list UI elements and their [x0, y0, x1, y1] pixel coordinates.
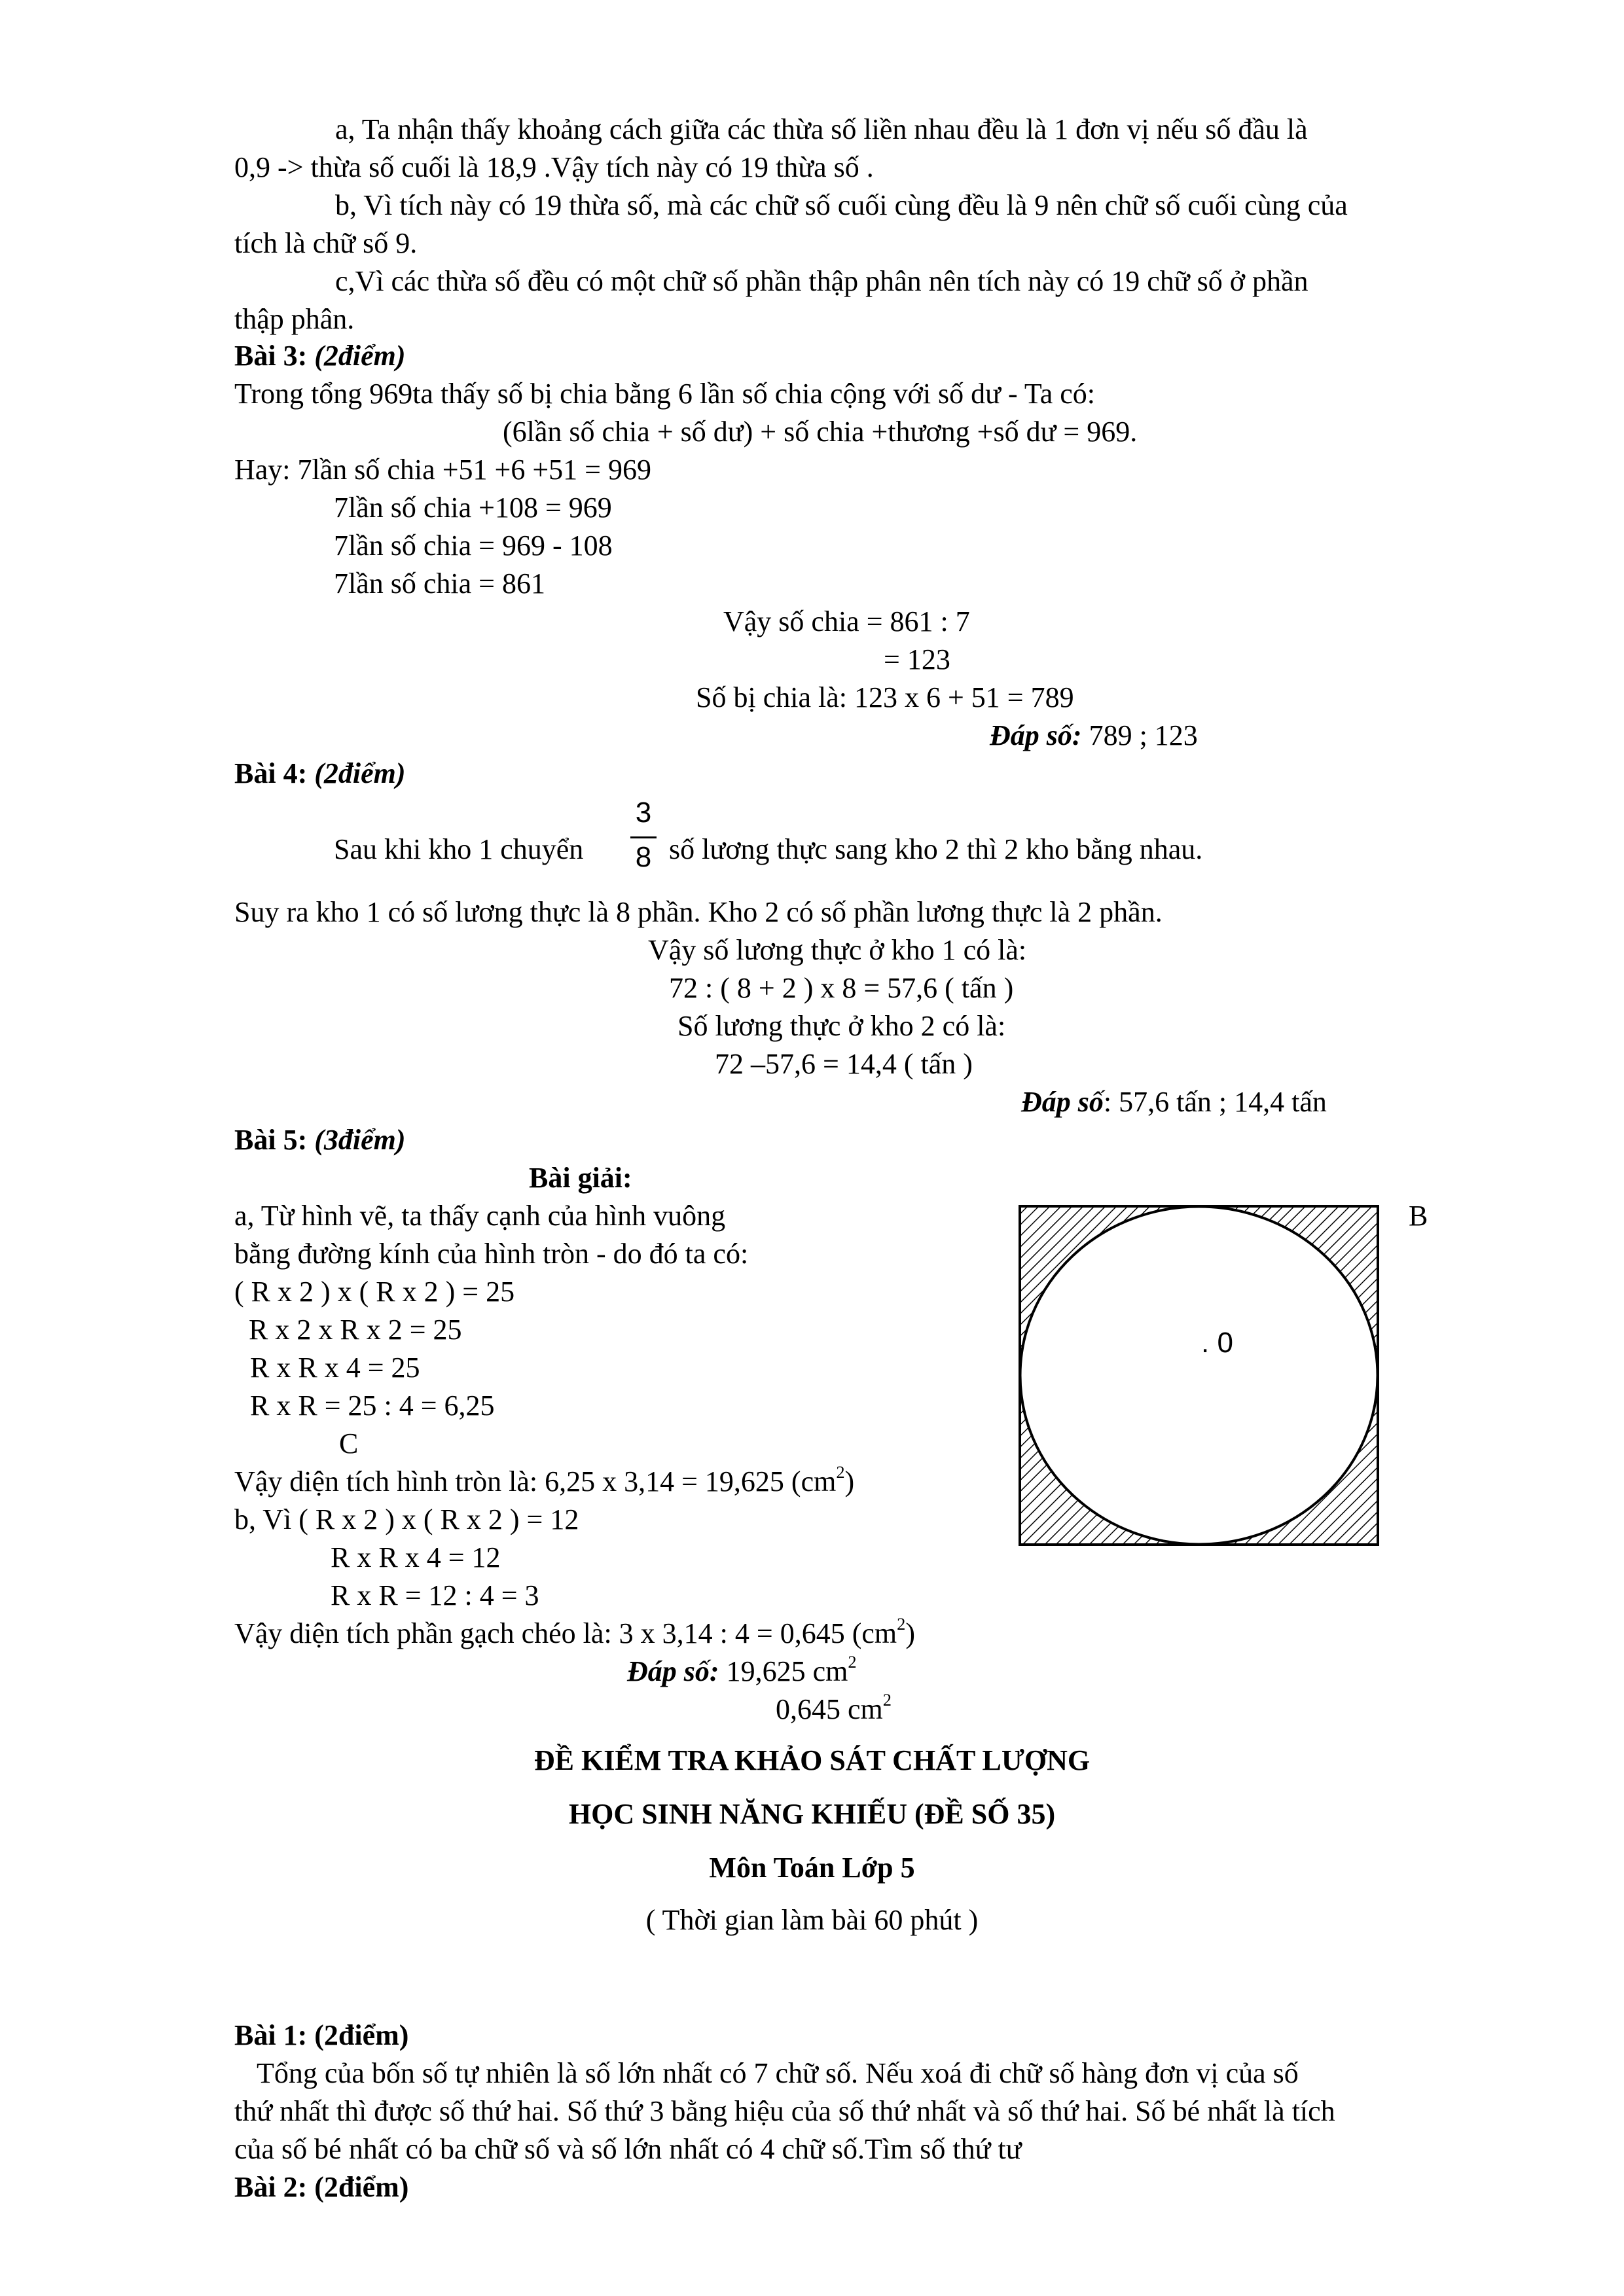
- text-line: R x R = 12 : 4 = 3: [331, 1579, 539, 1611]
- section-heading: [234, 1126, 406, 1155]
- text-line: a, Ta nhận thấy khoảng cách giữa các thừa số liền nhau đều là 1 đơn vị nếu số đầu là: [335, 113, 1308, 145]
- text-line: Vậy số lương thực ở kho 1 có là:: [648, 934, 1027, 966]
- section-title: Bài 3:: [234, 340, 308, 372]
- text-line: R x R x 4 = 25: [250, 1352, 420, 1384]
- section-heading: [234, 342, 406, 370]
- text-segment: ): [905, 1617, 915, 1649]
- text-line: 7lần số chia +108 = 969: [334, 492, 612, 524]
- exam-subject: Môn Toán Lớp 5: [709, 1852, 915, 1884]
- text-line: Hay: 7lần số chia +51 +6 +51 = 969: [234, 454, 651, 486]
- text-line: a, Từ hình vẽ, ta thấy cạnh của hình vuông: [234, 1200, 726, 1232]
- section-heading: Bài 1: (2điểm): [234, 2019, 409, 2051]
- section-points: (2điểm): [314, 757, 406, 789]
- text-line: c,Vì các thừa số đều có một chữ số phần thập phân nên tích này có 19 chữ số ở phần: [335, 265, 1308, 297]
- answer-value: 19,625 cm: [726, 1655, 848, 1687]
- text-line: = 123: [884, 643, 950, 675]
- section-points: (2điểm): [314, 340, 406, 372]
- text-line: tích là chữ số 9.: [234, 227, 418, 259]
- text-line: Suy ra kho 1 có số lương thực là 8 phần. Kho 2 có số phần lương thực là 2 phần.: [234, 896, 1163, 928]
- text-line: R x R x 4 = 12: [331, 1541, 501, 1573]
- text-line: b, Vì tích này có 19 thừa số, mà các chữ số cuối cùng đều là 9 nên chữ số cuối cùng của: [335, 189, 1348, 221]
- text-line: [234, 1462, 855, 1498]
- exam-duration: ( Thời gian làm bài 60 phút ): [645, 1904, 979, 1936]
- text-segment: Vậy diện tích hình tròn là: 6,25 x 3,14 = 19,625 (cm: [234, 1465, 837, 1498]
- text-line: Tổng của bốn số tự nhiên là số lớn nhất có 7 chữ số. Nếu xoá đi chữ số hàng đơn vị của số: [257, 2057, 1299, 2089]
- answer-value: 0,645 cm: [776, 1693, 883, 1725]
- text-line: bằng đường kính của hình tròn - do đó ta có:: [234, 1238, 749, 1270]
- figure-label-center: . 0: [1201, 1327, 1233, 1359]
- text-line: 72 : ( 8 + 2 ) x 8 = 57,6 ( tấn ): [669, 972, 1014, 1004]
- exam-subtitle: HỌC SINH NĂNG KHIẾU (ĐỀ SỐ 35): [568, 1798, 1056, 1830]
- superscript: 2: [897, 1614, 906, 1634]
- inscribed-circle: [1020, 1207, 1378, 1545]
- answer-label: Đáp số:: [627, 1655, 719, 1687]
- fraction-denominator: 8: [635, 841, 652, 873]
- answer-line: [1021, 1088, 1327, 1117]
- text-segment: Vậy diện tích phần gạch chéo là: 3 x 3,14 : 4 = 0,645 (cm: [234, 1617, 897, 1649]
- fraction-numerator: 3: [635, 797, 652, 829]
- text-line: ( R x 2 ) x ( R x 2 ) = 25: [234, 1276, 515, 1308]
- answer-line: [627, 1652, 857, 1687]
- text-line: 7lần số chia = 861: [334, 567, 545, 600]
- answer-value: : 57,6 tấn ; 14,4 tấn: [1103, 1086, 1327, 1118]
- section-heading: [234, 759, 406, 788]
- superscript: 2: [848, 1652, 857, 1672]
- answer-line: [776, 1690, 892, 1725]
- text-line: thứ nhất thì được số thứ hai. Số thứ 3 bằng hiệu của số thứ nhất và số thứ hai. Số bé nhất là tích: [234, 2095, 1335, 2127]
- answer-value: 789 ; 123: [1089, 719, 1198, 751]
- fraction: [627, 797, 660, 873]
- text-line: 72 –57,6 = 14,4 ( tấn ): [715, 1048, 973, 1080]
- exam-title: ĐỀ KIỂM TRA KHẢO SÁT CHẤT LƯỢNG: [533, 1744, 1091, 1776]
- section-title: Bài 5:: [234, 1124, 308, 1156]
- text-line: số lương thực sang kho 2 thì 2 kho bằng nhau.: [669, 833, 1203, 865]
- text-line: 0,9 -> thừa số cuối là 18,9 .Vậy tích này có 19 thừa số .: [234, 151, 874, 183]
- superscript: 2: [882, 1690, 892, 1710]
- figure-label-b: B: [1409, 1200, 1428, 1232]
- text-line: Số lương thực ở kho 2 có là:: [677, 1010, 1006, 1042]
- text-line: [234, 1614, 915, 1649]
- text-line: 7lần số chia = 969 - 108: [334, 529, 613, 562]
- answer-label: Đáp số: [1021, 1086, 1104, 1118]
- section-points: (3điểm): [314, 1124, 406, 1156]
- section-heading: Bài 2: (2điểm): [234, 2171, 409, 2203]
- square-circle-figure: [1018, 1204, 1384, 1551]
- text-line: Trong tổng 969ta thấy số bị chia bằng 6 lần số chia cộng với số dư - Ta có:: [234, 378, 1095, 410]
- fraction-bar: [630, 836, 657, 838]
- text-line: Sau khi kho 1 chuyển: [334, 833, 584, 865]
- text-line: Số bị chia là: 123 x 6 + 51 = 789: [696, 681, 1074, 713]
- answer-label: Đáp số:: [990, 719, 1082, 751]
- text-segment: ): [844, 1465, 855, 1498]
- text-line: thập phân.: [234, 303, 355, 335]
- text-line: Vậy số chia = 861 : 7: [723, 605, 970, 637]
- superscript: 2: [836, 1462, 845, 1482]
- solution-heading: Bài giải:: [529, 1162, 632, 1194]
- answer-line: [990, 721, 1198, 750]
- text-line: b, Vì ( R x 2 ) x ( R x 2 ) = 12: [234, 1503, 579, 1535]
- text-line: C: [339, 1427, 359, 1460]
- text-line: (6lần số chia + số dư) + số chia +thương +số dư = 969.: [503, 416, 1138, 448]
- text-line: R x R = 25 : 4 = 6,25: [250, 1390, 495, 1422]
- text-line: R x 2 x R x 2 = 25: [249, 1314, 462, 1346]
- text-line: của số bé nhất có ba chữ số và số lớn nhất có 4 chữ số.Tìm số thứ tư: [234, 2133, 1022, 2165]
- section-title: Bài 4:: [234, 757, 308, 789]
